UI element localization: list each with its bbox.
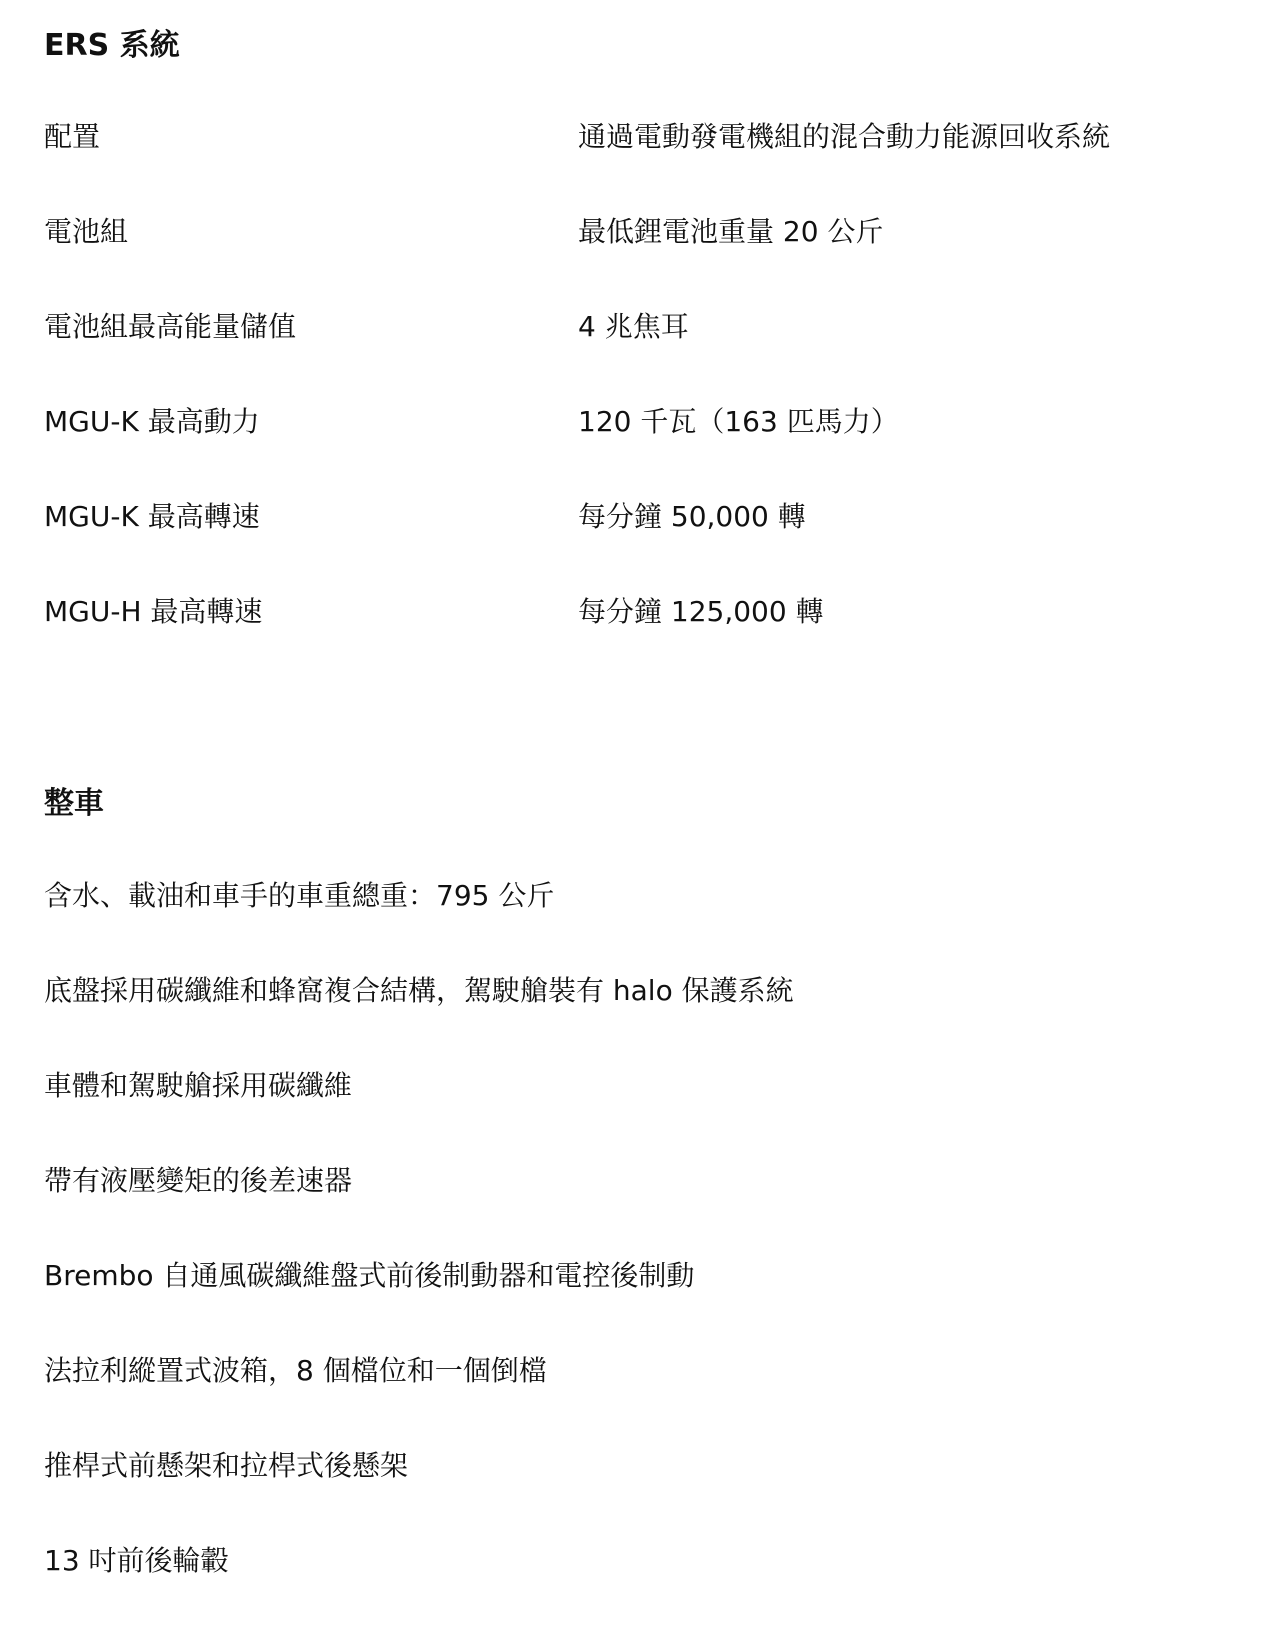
list-item: 含水、載油和車手的車重總重：795 公斤 (44, 879, 555, 912)
spec-row-configuration (44, 119, 1224, 214)
spec-label: 電池組最高能量儲值 (44, 310, 297, 343)
spec-value: 4 兆焦耳 (578, 310, 689, 343)
ers-spec-table (44, 119, 1224, 689)
ers-section-title: ERS 系統 (44, 28, 180, 63)
spec-row-mguk-rpm (44, 499, 1224, 594)
spec-value: 最低鋰電池重量 20 公斤 (578, 215, 884, 248)
spec-label: MGU-K 最高轉速 (44, 500, 260, 533)
spec-label: 配置 (44, 120, 101, 153)
spec-label: MGU-K 最高動力 (44, 405, 260, 438)
spec-label: 電池組 (44, 215, 129, 248)
spec-value: 每分鐘 50,000 轉 (578, 500, 806, 533)
spec-row-mguh-rpm (44, 594, 1224, 689)
spec-row-mguk-power (44, 404, 1224, 499)
car-feature-list (44, 878, 794, 1638)
spec-value: 120 千瓦（163 匹馬力） (578, 405, 899, 438)
list-item: 底盤採用碳纖維和蜂窩複合結構，駕駛艙裝有 halo 保護系統 (44, 974, 794, 1007)
list-item: 帶有液壓變矩的後差速器 (44, 1164, 353, 1197)
spec-value: 通過電動發電機組的混合動力能源回收系統 (578, 120, 1111, 153)
spec-row-battery (44, 214, 1224, 309)
list-item: 法拉利縱置式波箱，8 個檔位和一個倒檔 (44, 1354, 547, 1387)
car-section-title: 整車 (44, 786, 104, 821)
spec-label: MGU-H 最高轉速 (44, 595, 263, 628)
list-item: 13 吋前後輪轂 (44, 1544, 229, 1577)
spec-value: 每分鐘 125,000 轉 (578, 595, 824, 628)
spec-row-energy-storage (44, 309, 1224, 404)
list-item: 車體和駕駛艙採用碳纖維 (44, 1069, 353, 1102)
list-item: Brembo 自通風碳纖維盤式前後制動器和電控後制動 (44, 1259, 695, 1292)
list-item: 推桿式前懸架和拉桿式後懸架 (44, 1449, 409, 1482)
